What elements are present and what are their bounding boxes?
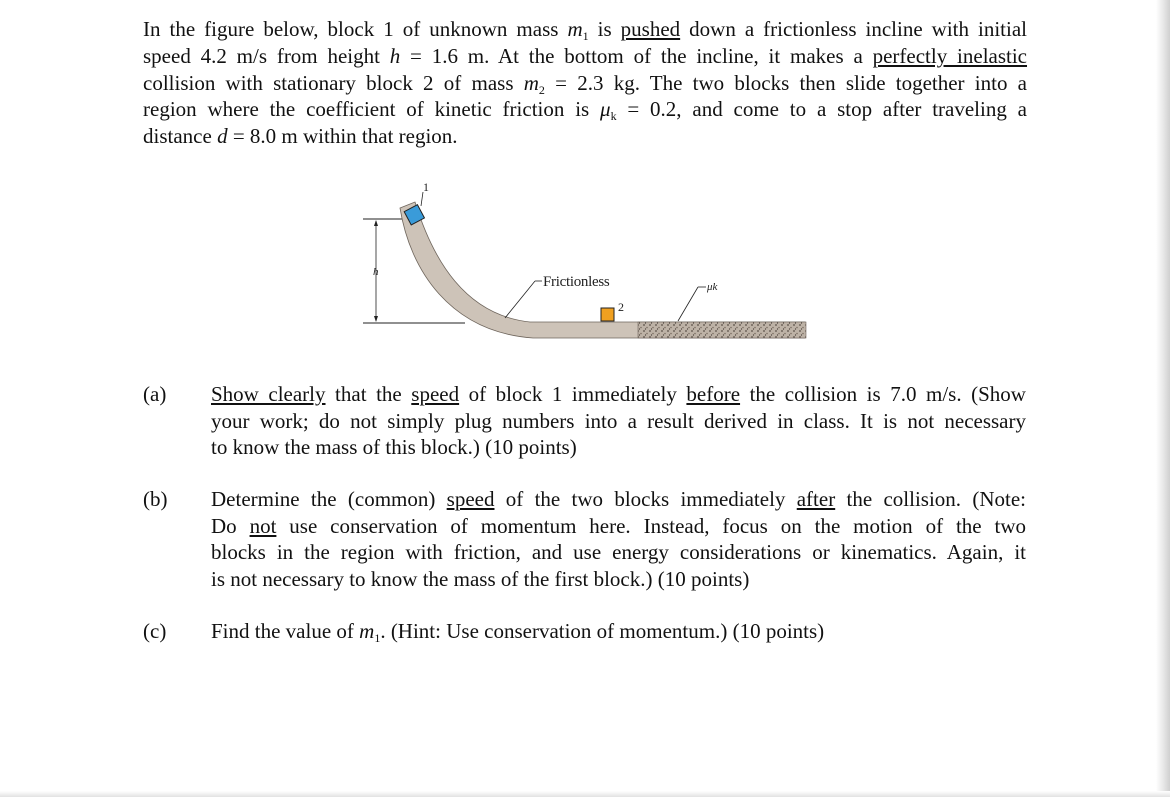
page-edge-shadow bbox=[1156, 0, 1170, 797]
underlined-word: speed bbox=[411, 382, 460, 406]
text-run: collision with stationary block 2 of mass bbox=[143, 70, 524, 95]
underlined-word: not bbox=[249, 513, 277, 538]
intro-line-1 bbox=[143, 16, 1027, 43]
question-label: (c) bbox=[143, 619, 167, 643]
text-run: = 1.6 m. At the bottom of the incline, it makes a bbox=[400, 43, 873, 68]
question-line: blocks in the region with friction, and use energy considerations or kinematics. Again, it bbox=[211, 540, 1026, 565]
underlined-pushed: pushed bbox=[620, 17, 681, 41]
question-body bbox=[211, 486, 1026, 592]
friction-region bbox=[638, 322, 806, 338]
subscript: 1 bbox=[582, 29, 589, 43]
question-label: (b) bbox=[143, 487, 168, 511]
block-1-label: 1 bbox=[423, 180, 429, 194]
underlined-perfectly-inelastic: perfectly inelastic bbox=[872, 43, 1028, 68]
question-body bbox=[211, 381, 1026, 461]
question-line: your work; do not simply plug numbers into a result derived in class. It is not necessary bbox=[211, 408, 1026, 433]
var-m: m bbox=[359, 619, 375, 643]
underlined-word: speed bbox=[446, 487, 495, 511]
var-m: m bbox=[523, 70, 539, 95]
subscript: k bbox=[610, 109, 617, 124]
frictionless-label: Frictionless bbox=[543, 274, 610, 290]
question-line: to know the mass of this block.) (10 points) bbox=[211, 435, 577, 460]
text-run: down a frictionless incline with initial bbox=[680, 17, 1028, 41]
page-bottom-shadow bbox=[0, 791, 1170, 797]
question-body bbox=[211, 618, 1026, 645]
var-m: m bbox=[567, 17, 583, 41]
text-run: = 0.2, and come to a stop after traveling a bbox=[616, 97, 1027, 122]
frictionless-leader bbox=[505, 281, 535, 318]
text-run: speed 4.2 m/s from height bbox=[143, 43, 390, 68]
height-label: h bbox=[373, 266, 379, 278]
question-label: (a) bbox=[143, 382, 167, 406]
text-run: region where the coefficient of kinetic friction is bbox=[143, 97, 601, 122]
incline-figure bbox=[355, 180, 815, 350]
intro-line-4 bbox=[143, 96, 1027, 123]
subscript: 2 bbox=[538, 82, 545, 97]
friction-label: μk bbox=[707, 281, 718, 293]
intro-line-5 bbox=[143, 123, 1027, 150]
question-line: Do not use conservation of momentum here. Instead, focus on the motion of the two bbox=[211, 513, 1026, 538]
text-run: = 2.3 kg. The two blocks then slide together into a bbox=[544, 70, 1028, 95]
text-run: = 8.0 m within that region. bbox=[227, 124, 458, 149]
question-line: is not necessary to know the mass of the first block.) (10 points) bbox=[211, 566, 750, 591]
block-1-leader bbox=[421, 192, 423, 206]
underlined-word: after bbox=[796, 487, 836, 511]
text-run: In the figure below, block 1 of unknown mass bbox=[143, 17, 568, 41]
friction-leader bbox=[678, 287, 698, 321]
question-line: Show clearly that the speed of block 1 immediately before the collision is 7.0 m/s. (Show bbox=[211, 382, 1026, 406]
var-mu: μ bbox=[600, 97, 611, 122]
problem-statement bbox=[143, 16, 1027, 150]
var-h: h bbox=[389, 43, 401, 68]
question-line: Find the value of $m_1$. (Hint: Use conservation of momentum.) (10 points) bbox=[211, 619, 825, 645]
subscript: 1 bbox=[374, 631, 381, 645]
underlined-word: Show clearly bbox=[211, 382, 326, 406]
question-line: Determine the (common) speed of the two blocks immediately after the collision. (Note: bbox=[211, 487, 1026, 511]
text-run: is bbox=[588, 17, 621, 41]
block-2-label: 2 bbox=[618, 300, 624, 314]
underlined-word: before bbox=[686, 382, 741, 406]
var-d: d bbox=[217, 124, 228, 149]
block-2 bbox=[601, 308, 614, 321]
text-run: distance bbox=[143, 124, 218, 149]
intro-line-2 bbox=[143, 43, 1027, 70]
height-arrow-up bbox=[374, 220, 378, 226]
intro-line-3 bbox=[143, 70, 1027, 97]
height-arrow-down bbox=[374, 316, 378, 322]
